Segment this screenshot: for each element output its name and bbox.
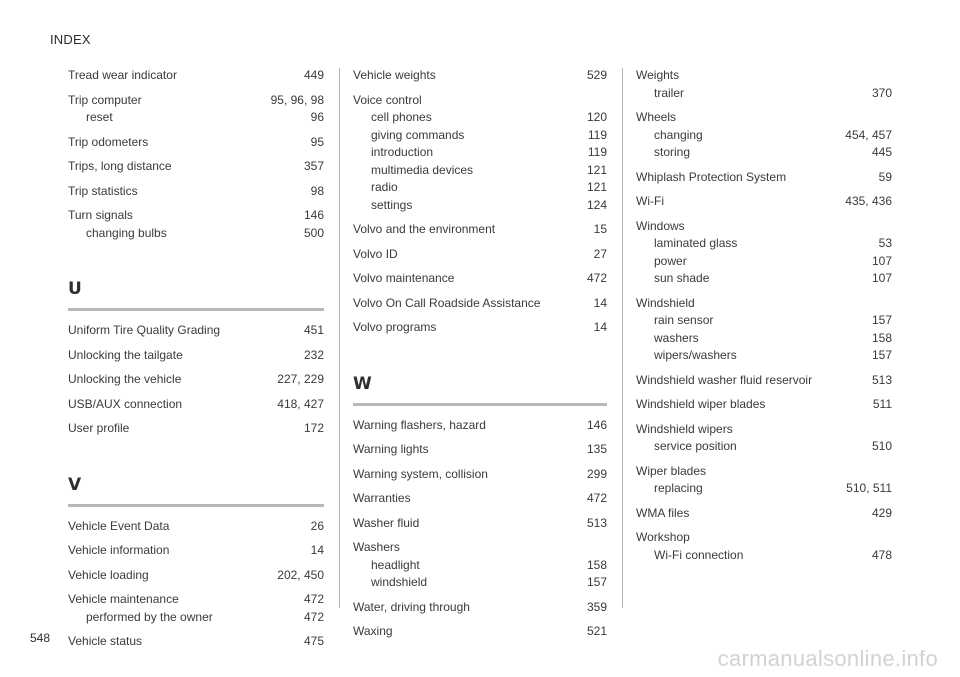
- index-entry: [636, 218, 892, 288]
- index-row: [68, 134, 324, 152]
- index-term: Warning system, collision: [353, 466, 488, 481]
- index-subterm: wipers/washers: [654, 348, 737, 362]
- index-entry: [68, 567, 324, 585]
- index-subterm: service position: [654, 439, 737, 453]
- index-term: Trips, long distance: [68, 159, 172, 173]
- index-subrow: [636, 330, 892, 348]
- index-subpages: 119: [587, 145, 607, 159]
- index-subrow: [353, 144, 607, 162]
- index-pages: 472: [586, 491, 607, 505]
- index-column-1: [68, 67, 324, 658]
- index-pages: 449: [303, 68, 324, 82]
- index-row: [636, 193, 892, 211]
- index-subpages: 478: [871, 547, 892, 562]
- index-row: [353, 623, 607, 641]
- index-term: Voice control: [353, 92, 422, 107]
- index-row: [68, 183, 324, 201]
- index-column-3: [636, 67, 892, 571]
- index-pages: 27: [593, 246, 607, 261]
- index-subrow: [353, 109, 607, 127]
- index-entry: [68, 134, 324, 152]
- index-term: Warranties: [353, 491, 411, 505]
- index-entry: [68, 420, 324, 438]
- index-subterm: replacing: [654, 481, 703, 495]
- index-term: USB/AUX connection: [68, 396, 183, 411]
- index-row: [636, 396, 892, 414]
- index-row: [68, 420, 324, 438]
- page-number: 548: [30, 631, 51, 645]
- index-pages: 513: [586, 515, 607, 530]
- index-term: Whiplash Protection System: [636, 169, 787, 184]
- index-term: Windows: [636, 218, 685, 233]
- index-row: [353, 246, 607, 264]
- index-subrow: [353, 574, 607, 592]
- index-entry: [636, 463, 892, 498]
- index-subpages: 510, 511: [846, 481, 892, 495]
- index-row: [68, 371, 324, 389]
- index-subterm: storing: [654, 145, 691, 159]
- index-subrow: [636, 547, 892, 565]
- index-term: Volvo and the environment: [353, 222, 496, 236]
- index-subrow: [636, 85, 892, 103]
- index-subterm: settings: [371, 197, 413, 212]
- index-term: Windshield washer fluid reservoir: [636, 372, 813, 387]
- index-subpages: 158: [586, 557, 607, 572]
- index-pages: 299: [586, 466, 607, 481]
- index-column-2: [353, 67, 607, 648]
- index-subterm: changing bulbs: [86, 225, 167, 240]
- index-entry: [353, 246, 607, 264]
- column-divider: [622, 68, 623, 608]
- index-pages: 172: [303, 421, 324, 435]
- index-subpages: 510: [871, 439, 892, 453]
- column-divider: [339, 68, 340, 608]
- index-subterm: headlight: [371, 557, 420, 572]
- index-entry: [636, 529, 892, 564]
- index-subrow: [353, 557, 607, 575]
- index-term: Trip odometers: [68, 134, 149, 149]
- index-pages: 95: [310, 134, 324, 149]
- index-subrow: [636, 127, 892, 145]
- index-subterm: laminated glass: [654, 236, 738, 250]
- index-subrow: [68, 225, 324, 243]
- index-term: Turn signals: [68, 208, 133, 222]
- index-subterm: rain sensor: [654, 313, 714, 327]
- index-subterm: trailer: [654, 85, 685, 100]
- index-entry: [353, 490, 607, 508]
- index-term: Volvo ID: [353, 246, 398, 261]
- index-subrow: [636, 235, 892, 253]
- index-entry: [68, 207, 324, 242]
- index-entry: [636, 193, 892, 211]
- letter-rule: [353, 403, 607, 406]
- index-pages: 451: [303, 323, 324, 337]
- index-term: Unlocking the vehicle: [68, 372, 182, 386]
- index-pages: 359: [586, 599, 607, 614]
- index-subrow: [636, 270, 892, 288]
- index-pages: 14: [593, 320, 607, 334]
- index-row: [636, 463, 892, 481]
- index-row: [68, 396, 324, 414]
- index-entry: [68, 183, 324, 201]
- index-row: [68, 67, 324, 85]
- index-entry: [636, 372, 892, 390]
- index-row: [636, 169, 892, 187]
- index-term: WMA files: [636, 505, 690, 520]
- index-term: Warning flashers, hazard: [353, 417, 486, 432]
- index-subterm: introduction: [371, 145, 434, 159]
- index-subpages: 370: [871, 85, 892, 100]
- letter-heading: W: [353, 373, 372, 394]
- index-entry: [353, 599, 607, 617]
- index-term: User profile: [68, 421, 130, 435]
- index-entry: [68, 158, 324, 176]
- index-entry: [68, 92, 324, 127]
- index-row: [353, 466, 607, 484]
- index-subterm: washers: [654, 330, 699, 345]
- letter-heading: U: [68, 279, 82, 299]
- index-entry: [68, 371, 324, 389]
- letter-rule: [68, 308, 324, 311]
- index-subterm: changing: [654, 127, 703, 142]
- index-row: [68, 207, 324, 225]
- index-term: Waxing: [353, 624, 393, 638]
- index-term: Wheels: [636, 110, 677, 124]
- index-subpages: 157: [871, 348, 892, 362]
- index-row: [636, 505, 892, 523]
- index-entry: [68, 67, 324, 85]
- index-term: Vehicle maintenance: [68, 592, 179, 606]
- index-pages: 98: [310, 183, 324, 198]
- index-subterm: windshield: [371, 575, 428, 589]
- index-pages: 511: [872, 397, 892, 411]
- index-term: Water, driving through: [353, 599, 470, 614]
- index-subrow: [636, 480, 892, 498]
- index-pages: 227, 229: [277, 372, 324, 386]
- index-subpages: 119: [587, 127, 607, 142]
- index-row: [68, 567, 324, 585]
- index-pages: 513: [871, 372, 892, 387]
- index-row: [353, 417, 607, 435]
- watermark-text: carmanualsonline.info: [717, 646, 938, 671]
- index-row: [636, 295, 892, 313]
- index-pages: 202, 450: [277, 567, 324, 582]
- index-row: [353, 92, 607, 110]
- index-subrow: [353, 127, 607, 145]
- index-entry: [68, 518, 324, 536]
- index-entry: [636, 505, 892, 523]
- index-entry: [636, 396, 892, 414]
- index-term: Workshop: [636, 530, 690, 544]
- index-subterm: power: [654, 253, 687, 268]
- index-term: Windshield: [636, 295, 695, 310]
- index-term: Weights: [636, 68, 680, 82]
- index-subrow: [353, 162, 607, 180]
- index-row: [636, 372, 892, 390]
- index-term: Tread wear indicator: [68, 68, 177, 82]
- index-entry: [353, 295, 607, 313]
- index-row: [353, 539, 607, 557]
- index-pages: 435, 436: [845, 194, 892, 208]
- index-pages: 95, 96, 98: [270, 92, 324, 107]
- index-row: [353, 67, 607, 85]
- index-term: Washers: [353, 540, 400, 554]
- index-subrow: [68, 109, 324, 127]
- index-entry: [353, 515, 607, 533]
- page-header-title: INDEX: [50, 32, 91, 47]
- index-subrow: [68, 609, 324, 627]
- index-entry: [353, 623, 607, 641]
- index-subterm: performed by the owner: [86, 609, 213, 624]
- index-term: Windshield wipers: [636, 421, 733, 436]
- index-subterm: radio: [371, 180, 398, 194]
- index-entry: [636, 421, 892, 456]
- index-entry: [636, 169, 892, 187]
- index-subrow: [353, 197, 607, 215]
- index-subpages: 500: [303, 225, 324, 240]
- index-row: [353, 490, 607, 508]
- index-subpages: 158: [871, 330, 892, 345]
- index-row: [68, 591, 324, 609]
- index-term: Washer fluid: [353, 515, 420, 530]
- letter-rule: [68, 504, 324, 507]
- index-entry: [353, 270, 607, 288]
- index-row: [353, 441, 607, 459]
- index-pages: 529: [586, 68, 607, 82]
- index-subterm: multimedia devices: [371, 162, 474, 177]
- index-row: [636, 529, 892, 547]
- index-pages: 14: [593, 295, 607, 310]
- letter-heading-block: [68, 476, 324, 507]
- index-term: Wiper blades: [636, 463, 707, 478]
- index-row: [68, 518, 324, 536]
- index-pages: 418, 427: [277, 396, 324, 411]
- index-entry: [636, 109, 892, 162]
- index-subterm: sun shade: [654, 271, 710, 285]
- index-entry: [68, 633, 324, 651]
- index-pages: 14: [310, 543, 324, 557]
- index-entry: [353, 417, 607, 435]
- index-term: Trip computer: [68, 92, 142, 107]
- index-pages: 472: [303, 592, 324, 606]
- index-subterm: Wi-Fi connection: [654, 547, 744, 562]
- index-subpages: 53: [878, 236, 892, 250]
- index-entry: [353, 67, 607, 85]
- index-subrow: [636, 438, 892, 456]
- index-subpages: 96: [310, 110, 324, 124]
- index-term: Vehicle Event Data: [68, 518, 170, 533]
- index-term: Trip statistics: [68, 183, 138, 198]
- index-subpages: 121: [586, 162, 607, 177]
- index-subrow: [636, 312, 892, 330]
- index-row: [68, 92, 324, 110]
- index-pages: 15: [593, 222, 607, 236]
- index-row: [68, 542, 324, 560]
- index-subterm: giving commands: [371, 127, 465, 142]
- index-subterm: reset: [86, 110, 113, 124]
- index-term: Vehicle status: [68, 634, 143, 648]
- index-subrow: [353, 179, 607, 197]
- index-subpages: 454, 457: [845, 127, 892, 142]
- index-subrow: [636, 144, 892, 162]
- index-entry: [353, 539, 607, 592]
- letter-heading: V: [68, 474, 82, 495]
- index-subrow: [636, 253, 892, 271]
- index-term: Vehicle loading: [68, 567, 149, 582]
- letter-heading-block: [68, 280, 324, 311]
- index-entry: [68, 542, 324, 560]
- index-entry: [353, 319, 607, 337]
- index-subpages: 107: [871, 271, 892, 285]
- index-entry: [68, 396, 324, 414]
- index-row: [636, 421, 892, 439]
- letter-heading-block: [353, 375, 607, 406]
- index-pages: 475: [303, 634, 324, 648]
- index-entry: [353, 92, 607, 215]
- index-pages: 429: [871, 505, 892, 520]
- index-entry: [353, 221, 607, 239]
- index-subrow: [636, 347, 892, 365]
- index-row: [68, 158, 324, 176]
- index-pages: 59: [878, 169, 892, 184]
- index-pages: 232: [303, 347, 324, 362]
- index-pages: 357: [303, 159, 324, 173]
- index-entry: [68, 322, 324, 340]
- index-entry: [68, 347, 324, 365]
- index-pages: 521: [586, 624, 607, 638]
- index-subpages: 107: [871, 253, 892, 268]
- index-subterm: cell phones: [371, 110, 432, 124]
- index-subpages: 157: [586, 575, 607, 589]
- index-term: Vehicle weights: [353, 68, 436, 82]
- index-subpages: 124: [586, 197, 607, 212]
- index-entry: [636, 295, 892, 365]
- index-term: Uniform Tire Quality Grading: [68, 323, 221, 337]
- index-row: [636, 218, 892, 236]
- index-subpages: 121: [586, 180, 607, 194]
- index-term: Volvo On Call Roadside Assistance: [353, 295, 541, 310]
- index-row: [636, 67, 892, 85]
- index-entry: [353, 466, 607, 484]
- index-term: Unlocking the tailgate: [68, 347, 183, 362]
- index-pages: 146: [586, 417, 607, 432]
- index-subpages: 472: [303, 609, 324, 624]
- index-row: [353, 270, 607, 288]
- index-row: [68, 322, 324, 340]
- index-pages: 472: [586, 271, 607, 285]
- index-term: Warning lights: [353, 442, 429, 456]
- index-subpages: 157: [871, 313, 892, 327]
- index-row: [353, 319, 607, 337]
- index-term: Wi-Fi: [636, 194, 664, 208]
- index-subpages: 120: [586, 110, 607, 124]
- index-row: [68, 633, 324, 651]
- index-term: Windshield wiper blades: [636, 397, 766, 411]
- index-row: [353, 515, 607, 533]
- index-row: [353, 295, 607, 313]
- index-row: [353, 221, 607, 239]
- index-pages: 26: [310, 518, 324, 533]
- index-entry: [636, 67, 892, 102]
- index-entry: [68, 591, 324, 626]
- index-term: Vehicle information: [68, 543, 170, 557]
- index-term: Volvo programs: [353, 320, 437, 334]
- index-term: Volvo maintenance: [353, 271, 455, 285]
- index-entry: [353, 441, 607, 459]
- index-pages: 146: [303, 208, 324, 222]
- index-subpages: 445: [871, 145, 892, 159]
- index-row: [353, 599, 607, 617]
- index-row: [636, 109, 892, 127]
- index-pages: 135: [586, 442, 607, 456]
- index-row: [68, 347, 324, 365]
